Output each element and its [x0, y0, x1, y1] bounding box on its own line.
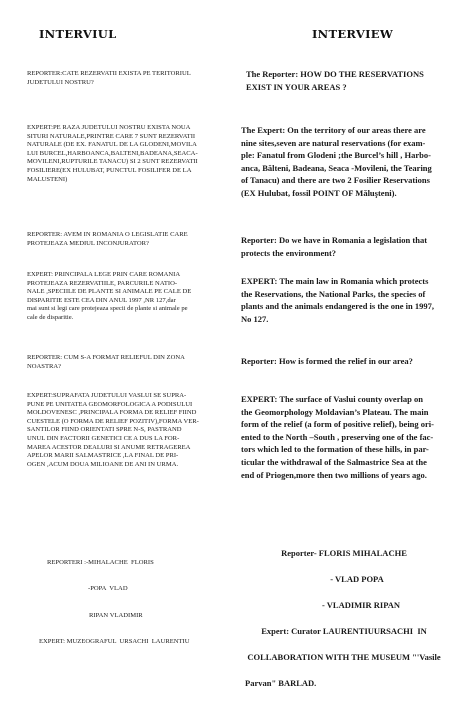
left-credit-line: EXPERT: MUZEOGRAFUL URSACHI LAURENTIU [39, 638, 190, 646]
right-credits [241, 534, 447, 703]
right-credit-line: - VLADIMIR RIPAN [321, 599, 401, 610]
right-question-1: The Reporter: HOW DO THE RESERVATIONS EXIST IN YOUR AREAS ? [246, 69, 424, 92]
left-question-3: REPORTER: CUM S-A FORMAT RELIEFUL DIN ZONA NOASTRA? [27, 354, 185, 370]
right-question-3: Reporter: How is formed the relief in our area? [241, 356, 413, 366]
left-heading: INTERVIUL [39, 27, 117, 41]
right-credit-line: - VLAD POPA [330, 573, 384, 584]
right-question-2: Reporter: Do we have in Romania a legislation that protects the environment? [241, 235, 428, 258]
left-question-2: REPORTER: AVEM IN ROMANIA O LEGISLATIE CARE PROTEJEAZA MEDIUL INCONJURATOR? [27, 231, 188, 247]
left-credits [27, 545, 190, 660]
left-answer-1: EXPERT:PE RAZA JUDETULUI NOSTRU EXISTA NOUA SITURI NATURALE,PRINTRE CARE 7 SUNT REZERVATII NATURALE (DE EX. FANATUL DE LA GLODENI,MOVILA LUI BURCEL,HARBOANCA,BALTENI,BADEANA,SEACA- MOVILENI,RUPTURILE TANACU) SI 2 SUNT REZERVATII FOSILIERE(EX HULUBAT, PUNCTUL FOSILIFER DE LA MALUSTENI) [27, 124, 198, 183]
left-credit-line: REPORTERI :-MIHALACHE FLORIS [47, 558, 154, 566]
right-answer-1: The Expert: On the territory of our areas there are nine sites,seven are natural reservations (for exam- ple: Fanatul from Glodeni ;the Burcel’s hill , Harbo- anca, Bălteni, Badeana, Seaca -Movileni, the Tearing of Tanacu) and there are two 2 Fosilier Reservations (EX Hulubat, fossil POINT OF Măluşteni). [241, 125, 432, 198]
right-answer-3: EXPERT: The surface of Vaslui county overlap on the Geomorphology Moldavian’s Plateau. The main form of the relief (a form of positive relief), being ori- ented to the North –South , preserving one of the fac- tors which led to the formation of these hills, in par- ticular the withdrawal of the Salmastrice Sea at the end of Priogen,more then two millions of years ago. [241, 394, 434, 480]
right-credit-line: COLLABORATION WITH THE MUSEUM "'Vasile [247, 651, 441, 662]
right-heading: INTERVIEW [312, 27, 394, 41]
left-answer-3: EXPERT:SUPRAFATA JUDETULUI VASLUI SE SUPRA- PUNE PE UNITATEA GEOMORFOLOGICA A PODISULUI MOLDOVENESC ,PRINCIPALA FORMA DE RELIEF FIIND CUESTELE (O FORMA DE RELIEF POZITIV),FORMA VER- SANTILOR FIIND ORIENTATI SPRE N-S, PASTRAND UNUL DIN FACTORII GENETICI CE A DUS LA FOR- MAREA ACESTOR DEALURI SI ANUME RETRAGEREA APELOR MARII SALMASTRICE ,LA FINAL DE PRI- OGEN ,ACUM DOUA MILIOANE DE ANI IN URMA. [27, 392, 199, 468]
right-credit-line: Reporter- FLORIS MIHALACHE [281, 547, 407, 558]
left-credit-line: -POPA VLAD [88, 585, 128, 593]
left-credit-line: RIPAN VLADIMIR [89, 611, 143, 619]
right-answer-2: EXPERT: The main law in Romania which protects the Reservations, the National Parks, the species of plants and the animals endangered is the one in 1997, No 127. [241, 276, 435, 324]
right-credit-line: Expert: Curator LAURENTIUURSACHI IN [261, 625, 427, 636]
left-question-1: REPORTER:CATE REZERVATII EXISTA PE TERITORIUL JUDETULUI NOSTRU? [27, 70, 191, 86]
right-credit-line: Parvan" BARLAD. [245, 678, 317, 689]
left-answer-2: EXPERT: PRINCIPALA LEGE PRIN CARE ROMANIA PROTEJEAZA REZERVATIILE, PARCURILE NATIO- NALE ,SPECIILE DE PLANTE SI ANIMALE PE CALE DE DISPARITIE ESTE CEA DIN ANUL 1997 ,NR 127,dar mai sunt si legi care protejeaza specii de plante si animale pe cale de disparitie. [27, 271, 192, 321]
